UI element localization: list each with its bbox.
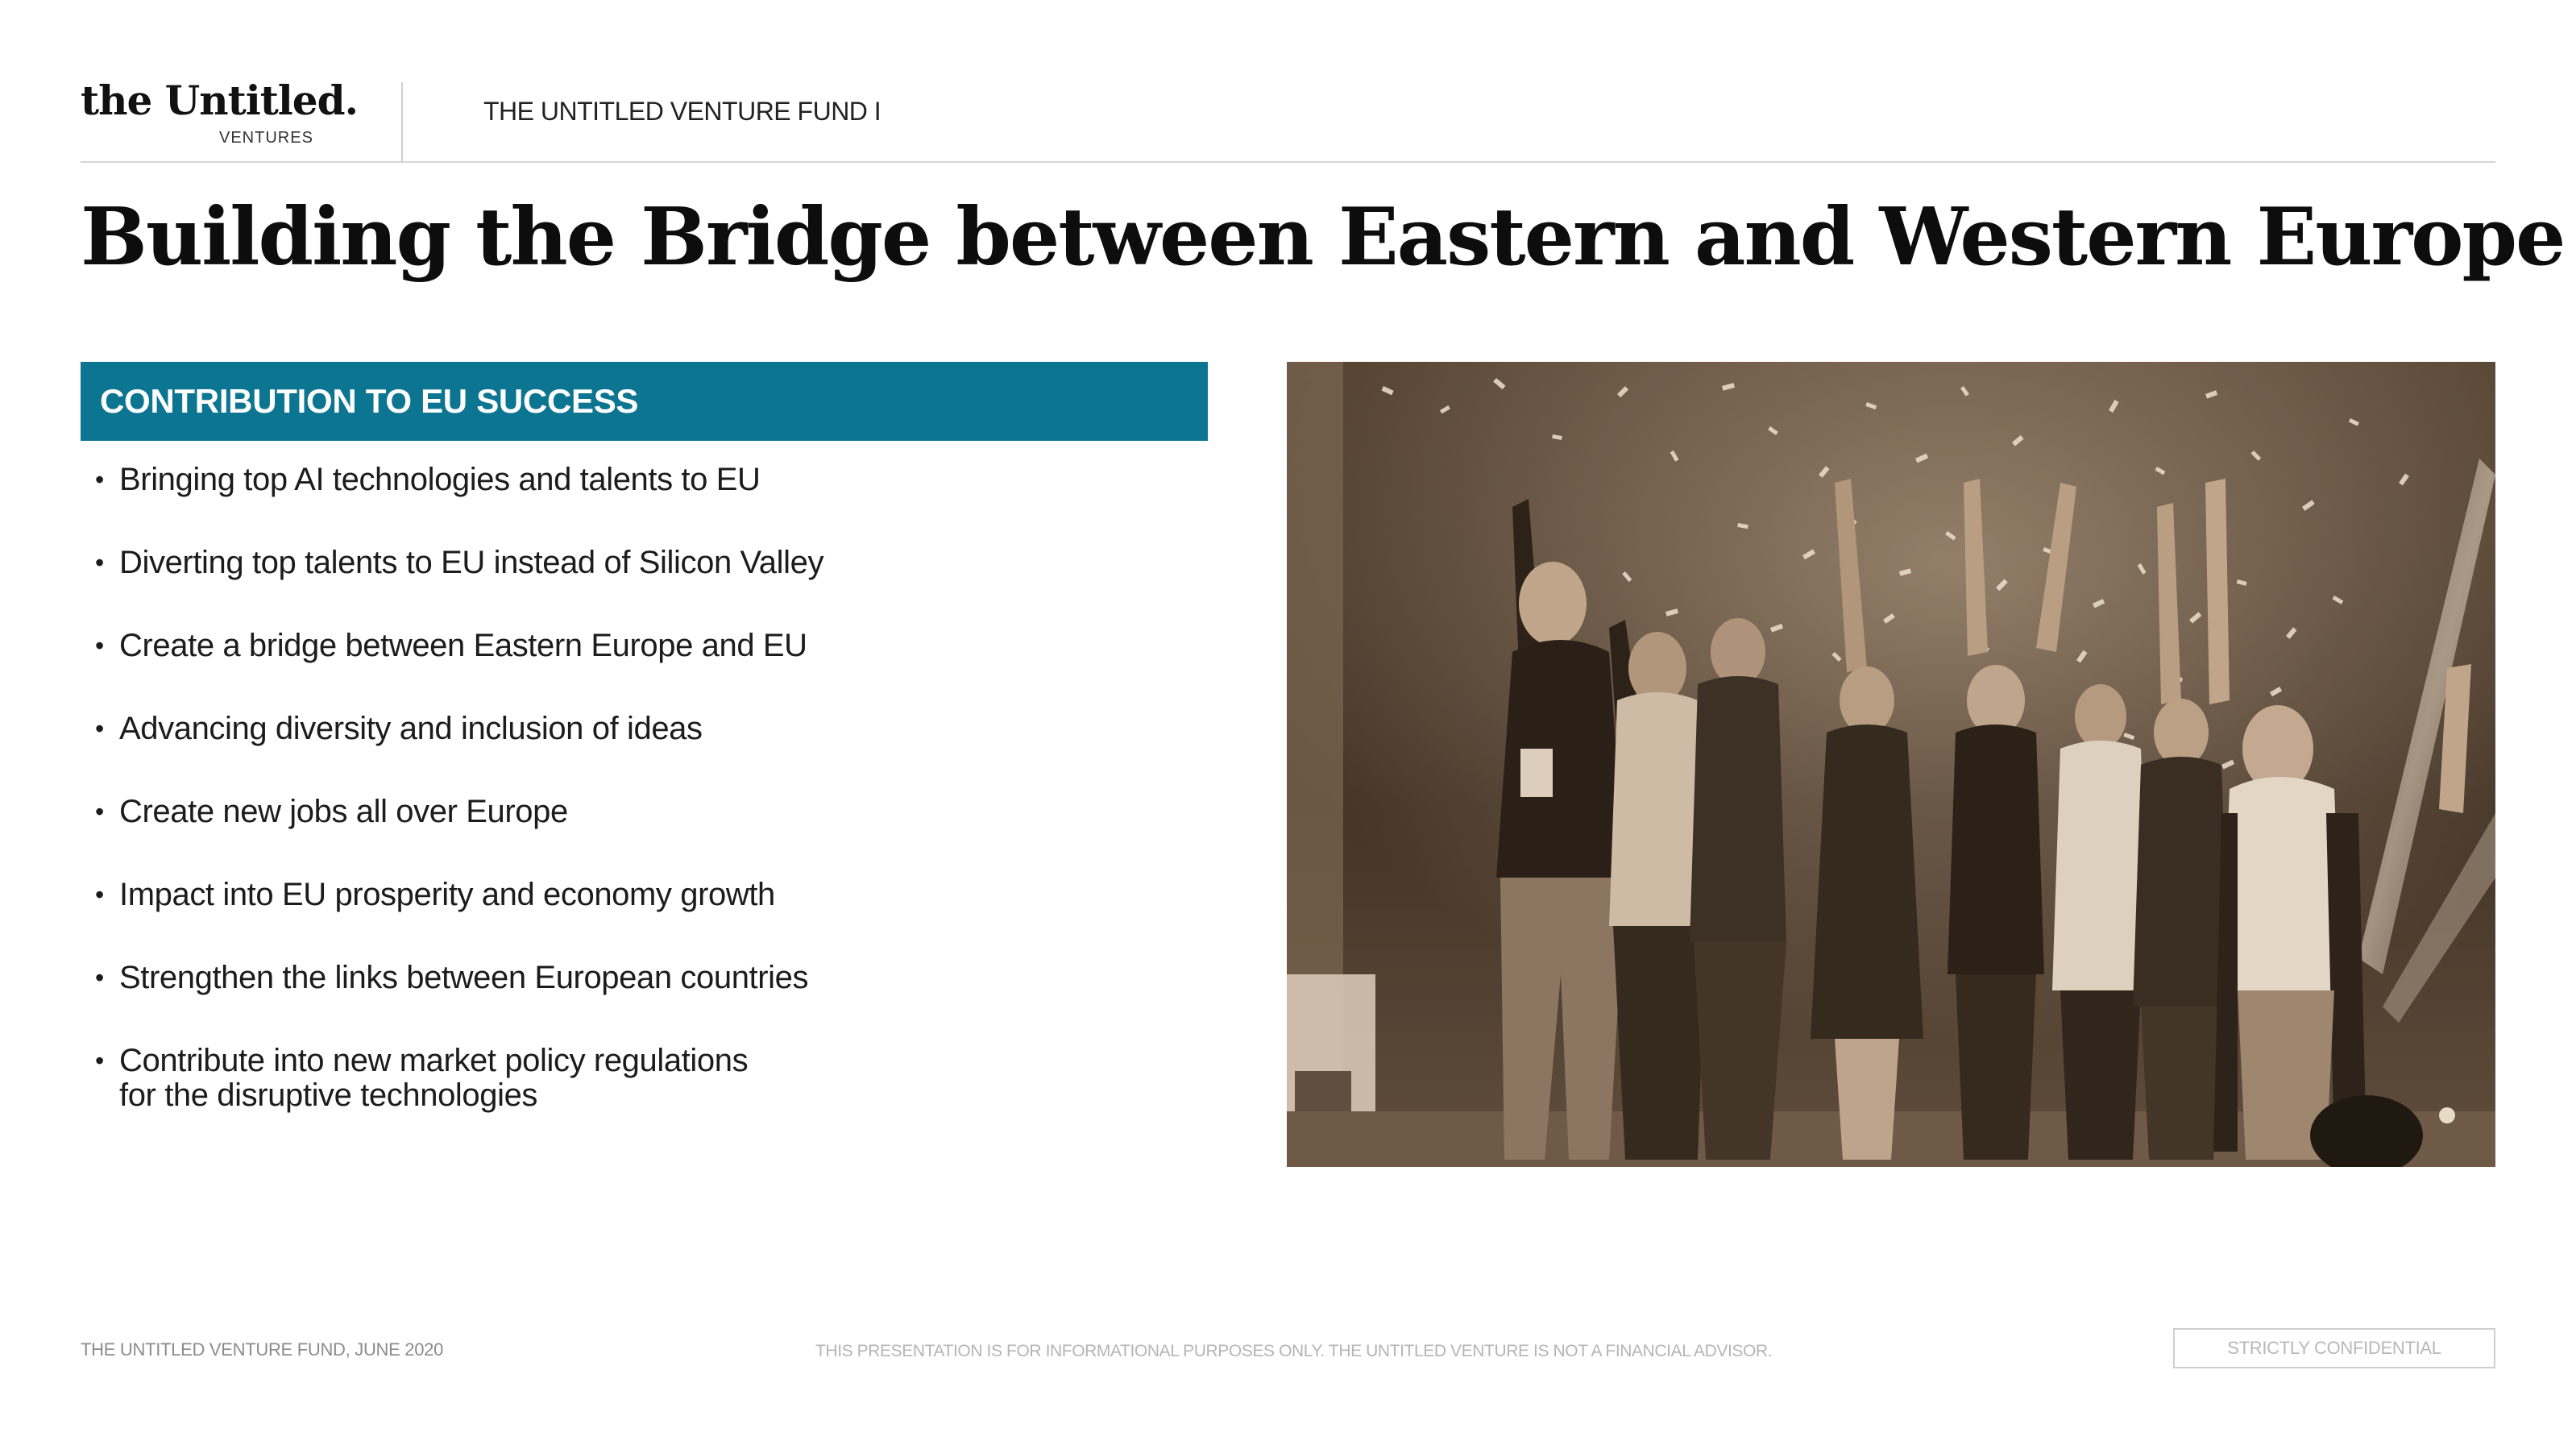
bullet-item bbox=[95, 1044, 1183, 1113]
bullet-item bbox=[95, 629, 1183, 663]
bullet-text-continuation: for the disruptive technologies bbox=[119, 1077, 538, 1113]
bullet-dot-icon: • bbox=[95, 880, 104, 909]
page-title: Building the Bridge between Eastern and Western Europe bbox=[81, 191, 2565, 284]
bullet-dot-icon: • bbox=[95, 548, 104, 577]
bullet-item bbox=[95, 546, 1183, 580]
bullet-item bbox=[95, 712, 1183, 746]
section-heading: CONTRIBUTION TO EU SUCCESS bbox=[100, 382, 639, 420]
bullet-dot-icon: • bbox=[95, 631, 104, 660]
photo-illustration bbox=[1287, 362, 2495, 1167]
bullet-text: Advancing diversity and inclusion of ideas bbox=[119, 711, 703, 746]
logo-subtitle: VENTURES bbox=[219, 129, 313, 147]
bullet-dot-icon: • bbox=[95, 1046, 104, 1075]
bullet-item bbox=[95, 878, 1183, 912]
confidential-label: STRICTLY CONFIDENTIAL bbox=[2227, 1338, 2441, 1358]
bullet-text: Strengthen the links between European countries bbox=[119, 960, 809, 995]
bullet-text: Diverting top talents to EU instead of Silicon Valley bbox=[119, 545, 824, 580]
bullet-text: Impact into EU prosperity and economy growth bbox=[119, 877, 775, 912]
header-rule bbox=[81, 161, 2495, 163]
bullet-dot-icon: • bbox=[95, 963, 104, 992]
footer-date: THE UNTITLED VENTURE FUND, JUNE 2020 bbox=[81, 1339, 444, 1360]
footer-disclaimer: THIS PRESENTATION IS FOR INFORMATIONAL PURPOSES ONLY. THE UNTITLED VENTURE IS NOT A FINANCIAL ADVISOR. bbox=[815, 1342, 1773, 1360]
bullet-item bbox=[95, 463, 1183, 497]
bullet-list bbox=[95, 463, 1183, 1161]
bullet-dot-icon: • bbox=[95, 465, 104, 494]
bullet-item bbox=[95, 795, 1183, 829]
fund-label: THE UNTITLED VENTURE FUND I bbox=[483, 97, 881, 126]
bullet-text: Bringing top AI technologies and talents to EU bbox=[119, 462, 761, 497]
bullet-item bbox=[95, 961, 1183, 995]
logo-wordmark: the Untitled. bbox=[81, 77, 358, 124]
bullet-text: Create new jobs all over Europe bbox=[119, 794, 568, 829]
bullet-text: Contribute into new market policy regulations bbox=[119, 1043, 749, 1078]
header-divider bbox=[401, 82, 403, 161]
bullet-dot-icon: • bbox=[95, 797, 104, 826]
bullet-text: Create a bridge between Eastern Europe and EU bbox=[119, 628, 807, 663]
bullet-dot-icon: • bbox=[95, 714, 104, 743]
section-header bbox=[81, 362, 1208, 441]
company-logo bbox=[81, 77, 358, 153]
celebration-photo bbox=[1287, 362, 2495, 1167]
confidential-badge bbox=[2173, 1328, 2495, 1368]
